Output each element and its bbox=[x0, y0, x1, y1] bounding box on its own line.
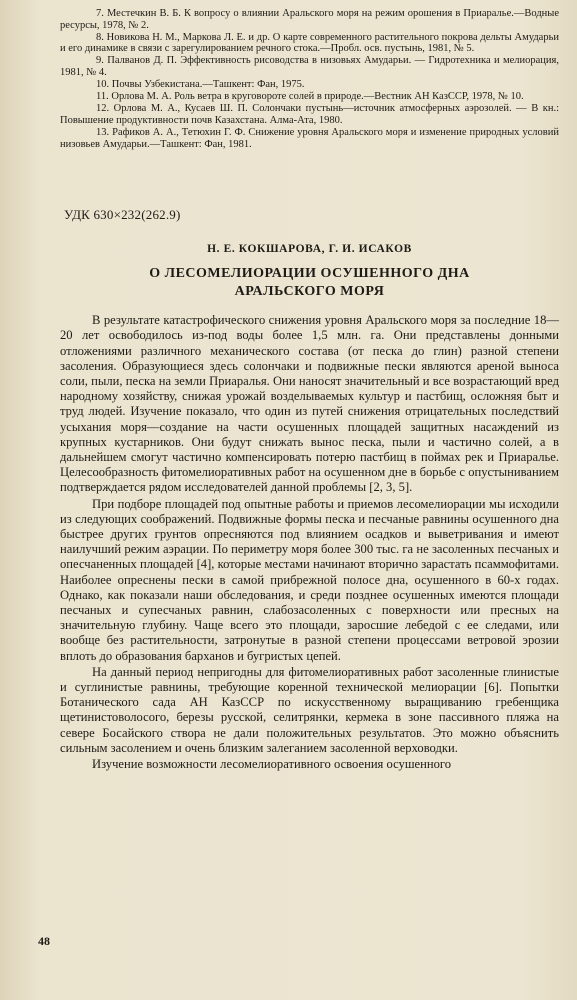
reference-item: 13. Рафиков А. А., Тетюхин Г. Ф. Снижение уровня Аральского моря и изменение природных условий низовьев Амударьи.—Ташкент: Фан, 1981. bbox=[60, 126, 559, 150]
reference-item: 11. Орлова М. А. Роль ветра в круговороте солей в природе.—Вестник АН КазССР, 1978, № 10. bbox=[96, 91, 524, 103]
reference-item: 7. Местечкин В. Б. К вопросу о влиянии Аральского моря на режим орошения в Приаралье.—Водные ресурсы, 1978, № 2. bbox=[60, 8, 559, 31]
body-paragraph: На данный период непригодны для фитомелиоративных работ засоленные глинистые и суглинистые равнины, требующие коренной технической мелиорации [6]. Попытки Ботанического сада АН КазССР по искусственному выращиванию гребенщика щетинистоволосого, березы русской, селитрянки, кермека в зоне пассивного пляжа на севере Босайского створа не дали положительных результатов. Это можно объяснить сильным засолением и очень близким залеганием засоленной верховодки. bbox=[60, 664, 559, 755]
article-title-line: АРАЛЬСКОГО МОРЯ bbox=[234, 284, 385, 300]
article-title bbox=[60, 265, 559, 301]
article-body bbox=[60, 313, 559, 772]
reference-item: 9. Палванов Д. П. Эффективность рисоводства в низовьях Амударьи. — Гидротехника и мелиорация, 1981, № 4. bbox=[60, 55, 559, 78]
page-number: 48 bbox=[38, 934, 50, 948]
body-paragraph: В результате катастрофического снижения уровня Аральского моря за последние 18—20 лет освободилось из-под воды более 1,5 млн. га. Они представлены донными отложениями различного механического состава (от песка до глин) разной степени засоления. Образующиеся здесь солончаки и подвижные пески являются ареной выноса соли, пыли, песка на земли Приаралья. Они наносят значительный и все возрастающий вред народному хозяйству, снижая урожай возделываемых культур и пастбищ, осложняя быт и труд людей. Изучение показало, что один из путей снижения отрицательных последствий усыхания моря—создание на части осушенных площадей защитных насаждений из крупных кустарников. Они будут снижать вынос песка, пыли и частично солей, а в дальнейшем смогут частично компенсировать потерю пастбищ в поймах рек и Приаралье. Целесообразность фитомелиоративных работ на осушенном дне в борьбе с опустыниванием подтверждается рядом исследователей данной проблемы [2, 3, 5]. bbox=[60, 313, 559, 495]
article-authors: Н. Е. КОКШАРОВА, Г. И. ИСАКОВ bbox=[207, 243, 412, 256]
body-paragraph: Изучение возможности лесомелиоративного освоения осушенного bbox=[92, 757, 452, 772]
reference-item: 8. Новикова Н. М., Маркова Л. Е. и др. О карте современного растительного покрова дельты Амударьи и его динамике в связи с зарегулированием речного стока.—Пробл. осв. пустынь, 1981, № 5. bbox=[60, 31, 559, 55]
reference-item: 12. Орлова М. А., Кусаев Ш. П. Солончаки пустынь—источник атмосферных аэрозолей. — В кн.: Повышение продуктивности почв Казахстана. Алма-Ата, 1980. bbox=[60, 103, 559, 126]
reference-item: 10. Почвы Узбекистана.—Ташкент: Фан, 1975. bbox=[96, 79, 305, 91]
reference-list bbox=[60, 8, 559, 150]
udk-code: УДК 630×232(262.9) bbox=[64, 207, 181, 223]
body-paragraph: При подборе площадей под опытные работы и приемов лесомелиорации мы исходили из следующих соображений. Подвижные формы песка и песчаные равнины осушенного дна быстрее других грунтов опресняются под влиянием осадков и выветривания и имеют наилучший режим аэрации. По периметру моря более 300 тыс. га не засоленных песчаных и опесчаненных площадей [4], которые местами начинают вторично зарастать псаммофитами. Наиболее опреснены пески в самой прибрежной полосе дна, осушенного в 60-х годах. Однако, как показали наши обследования, и среди позднее осушенных имеются площади песчаных и супесчаных равнин, слабозасоленных с поверхности или пресных на значительную глубину. Чаще всего это площади, заросшие лебедой с ее следами, или вообще без растительности, затронутые в разной степени процессами ветровой эрозии вплоть до образования барханов и бугристых цепей. bbox=[60, 496, 559, 663]
article-title-line: О ЛЕСОМЕЛИОРАЦИИ ОСУШЕННОГО ДНА bbox=[149, 266, 470, 282]
